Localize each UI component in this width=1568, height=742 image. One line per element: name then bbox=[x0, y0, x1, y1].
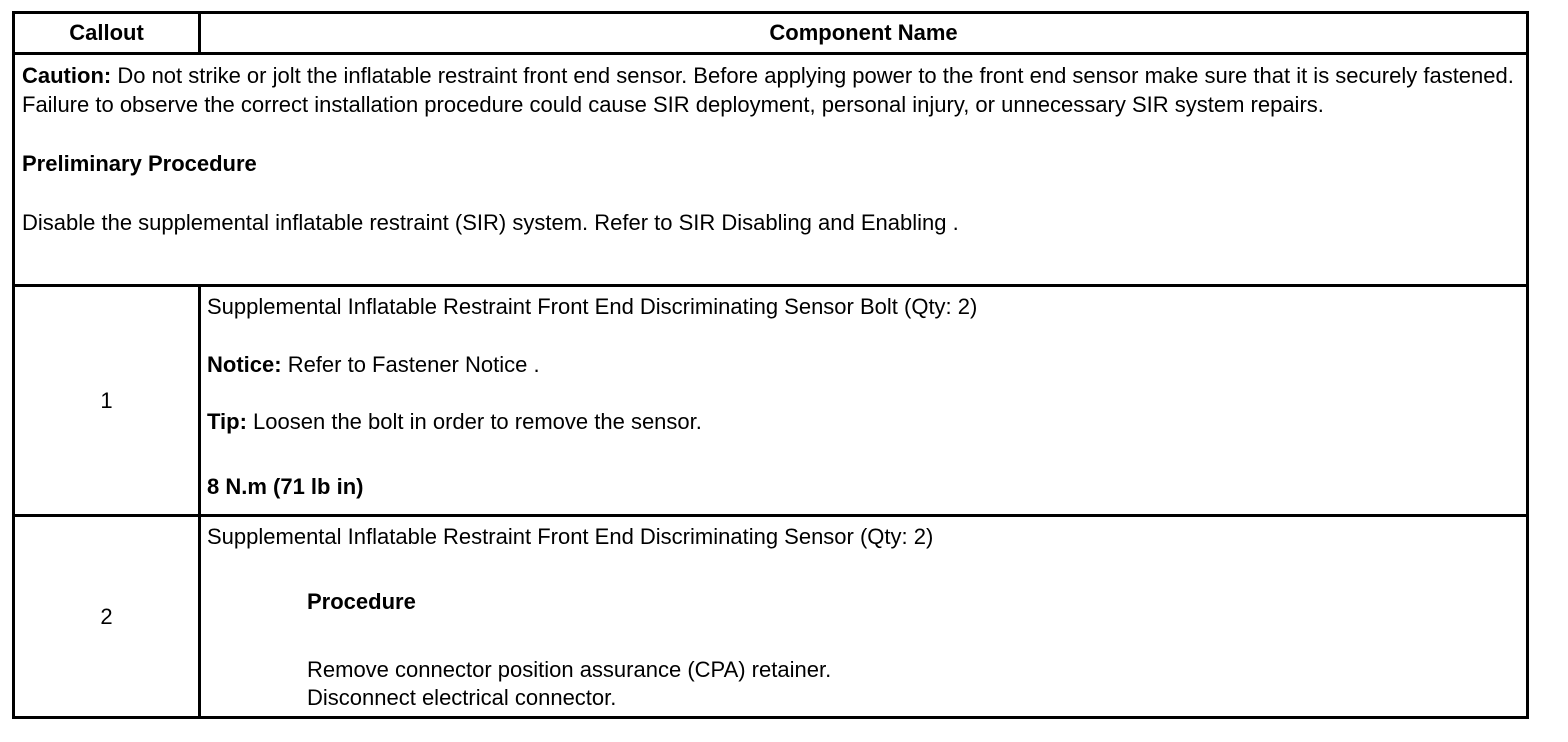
tip-paragraph bbox=[207, 408, 1520, 436]
component-cell bbox=[200, 286, 1528, 516]
procedure-step: Disconnect electrical connector. bbox=[307, 685, 617, 710]
caution-cell bbox=[14, 54, 1528, 286]
table-header-row bbox=[14, 13, 1528, 54]
notice-text: Refer to Fastener Notice . bbox=[287, 352, 540, 377]
procedure-heading: Procedure bbox=[307, 589, 416, 614]
component-name: Supplemental Inflatable Restraint Front End Discriminating Sensor Bolt (Qty: 2) bbox=[207, 294, 978, 319]
spacer bbox=[22, 178, 1520, 208]
procedure-step: Remove connector position assurance (CPA) retainer. bbox=[307, 657, 832, 682]
tip-text: Loosen the bolt in order to remove the sensor. bbox=[253, 409, 702, 434]
notice-label: Notice: bbox=[207, 352, 282, 377]
preliminary-procedure-text: Disable the supplemental inflatable restraint (SIR) system. Refer to SIR Disabling and Enabling . bbox=[22, 210, 959, 235]
header-component-name: Component Name bbox=[200, 13, 1528, 54]
spacer bbox=[207, 436, 1520, 473]
component-name: Supplemental Inflatable Restraint Front End Discriminating Sensor (Qty: 2) bbox=[207, 524, 934, 549]
header-callout: Callout bbox=[14, 13, 200, 54]
preliminary-procedure-heading: Preliminary Procedure bbox=[22, 151, 257, 176]
component-cell bbox=[200, 516, 1528, 718]
caution-label: Caution: bbox=[22, 63, 112, 88]
tip-label: Tip: bbox=[207, 409, 247, 434]
table-row bbox=[14, 516, 1528, 718]
spacer bbox=[207, 321, 1520, 351]
spacer bbox=[207, 379, 1520, 408]
spacer bbox=[207, 616, 1520, 656]
caution-paragraph bbox=[22, 61, 1520, 119]
component-table bbox=[12, 11, 1529, 719]
spacer bbox=[207, 551, 1520, 588]
torque-spec: 8 N.m (71 lb in) bbox=[207, 474, 364, 499]
caution-row bbox=[14, 54, 1528, 286]
callout-cell: 1 bbox=[14, 286, 200, 516]
spacer bbox=[22, 119, 1520, 149]
callout-cell: 2 bbox=[14, 516, 200, 718]
caution-text: Do not strike or jolt the inflatable restraint front end sensor. Before applying power to the front end sensor make sure that it is securely fastened. Failure to observe the correct installation procedure could cause SIR deployment, personal injury, or unnecessary SIR system repairs. bbox=[22, 63, 1514, 117]
notice-paragraph bbox=[207, 351, 1520, 379]
table-row bbox=[14, 286, 1528, 516]
